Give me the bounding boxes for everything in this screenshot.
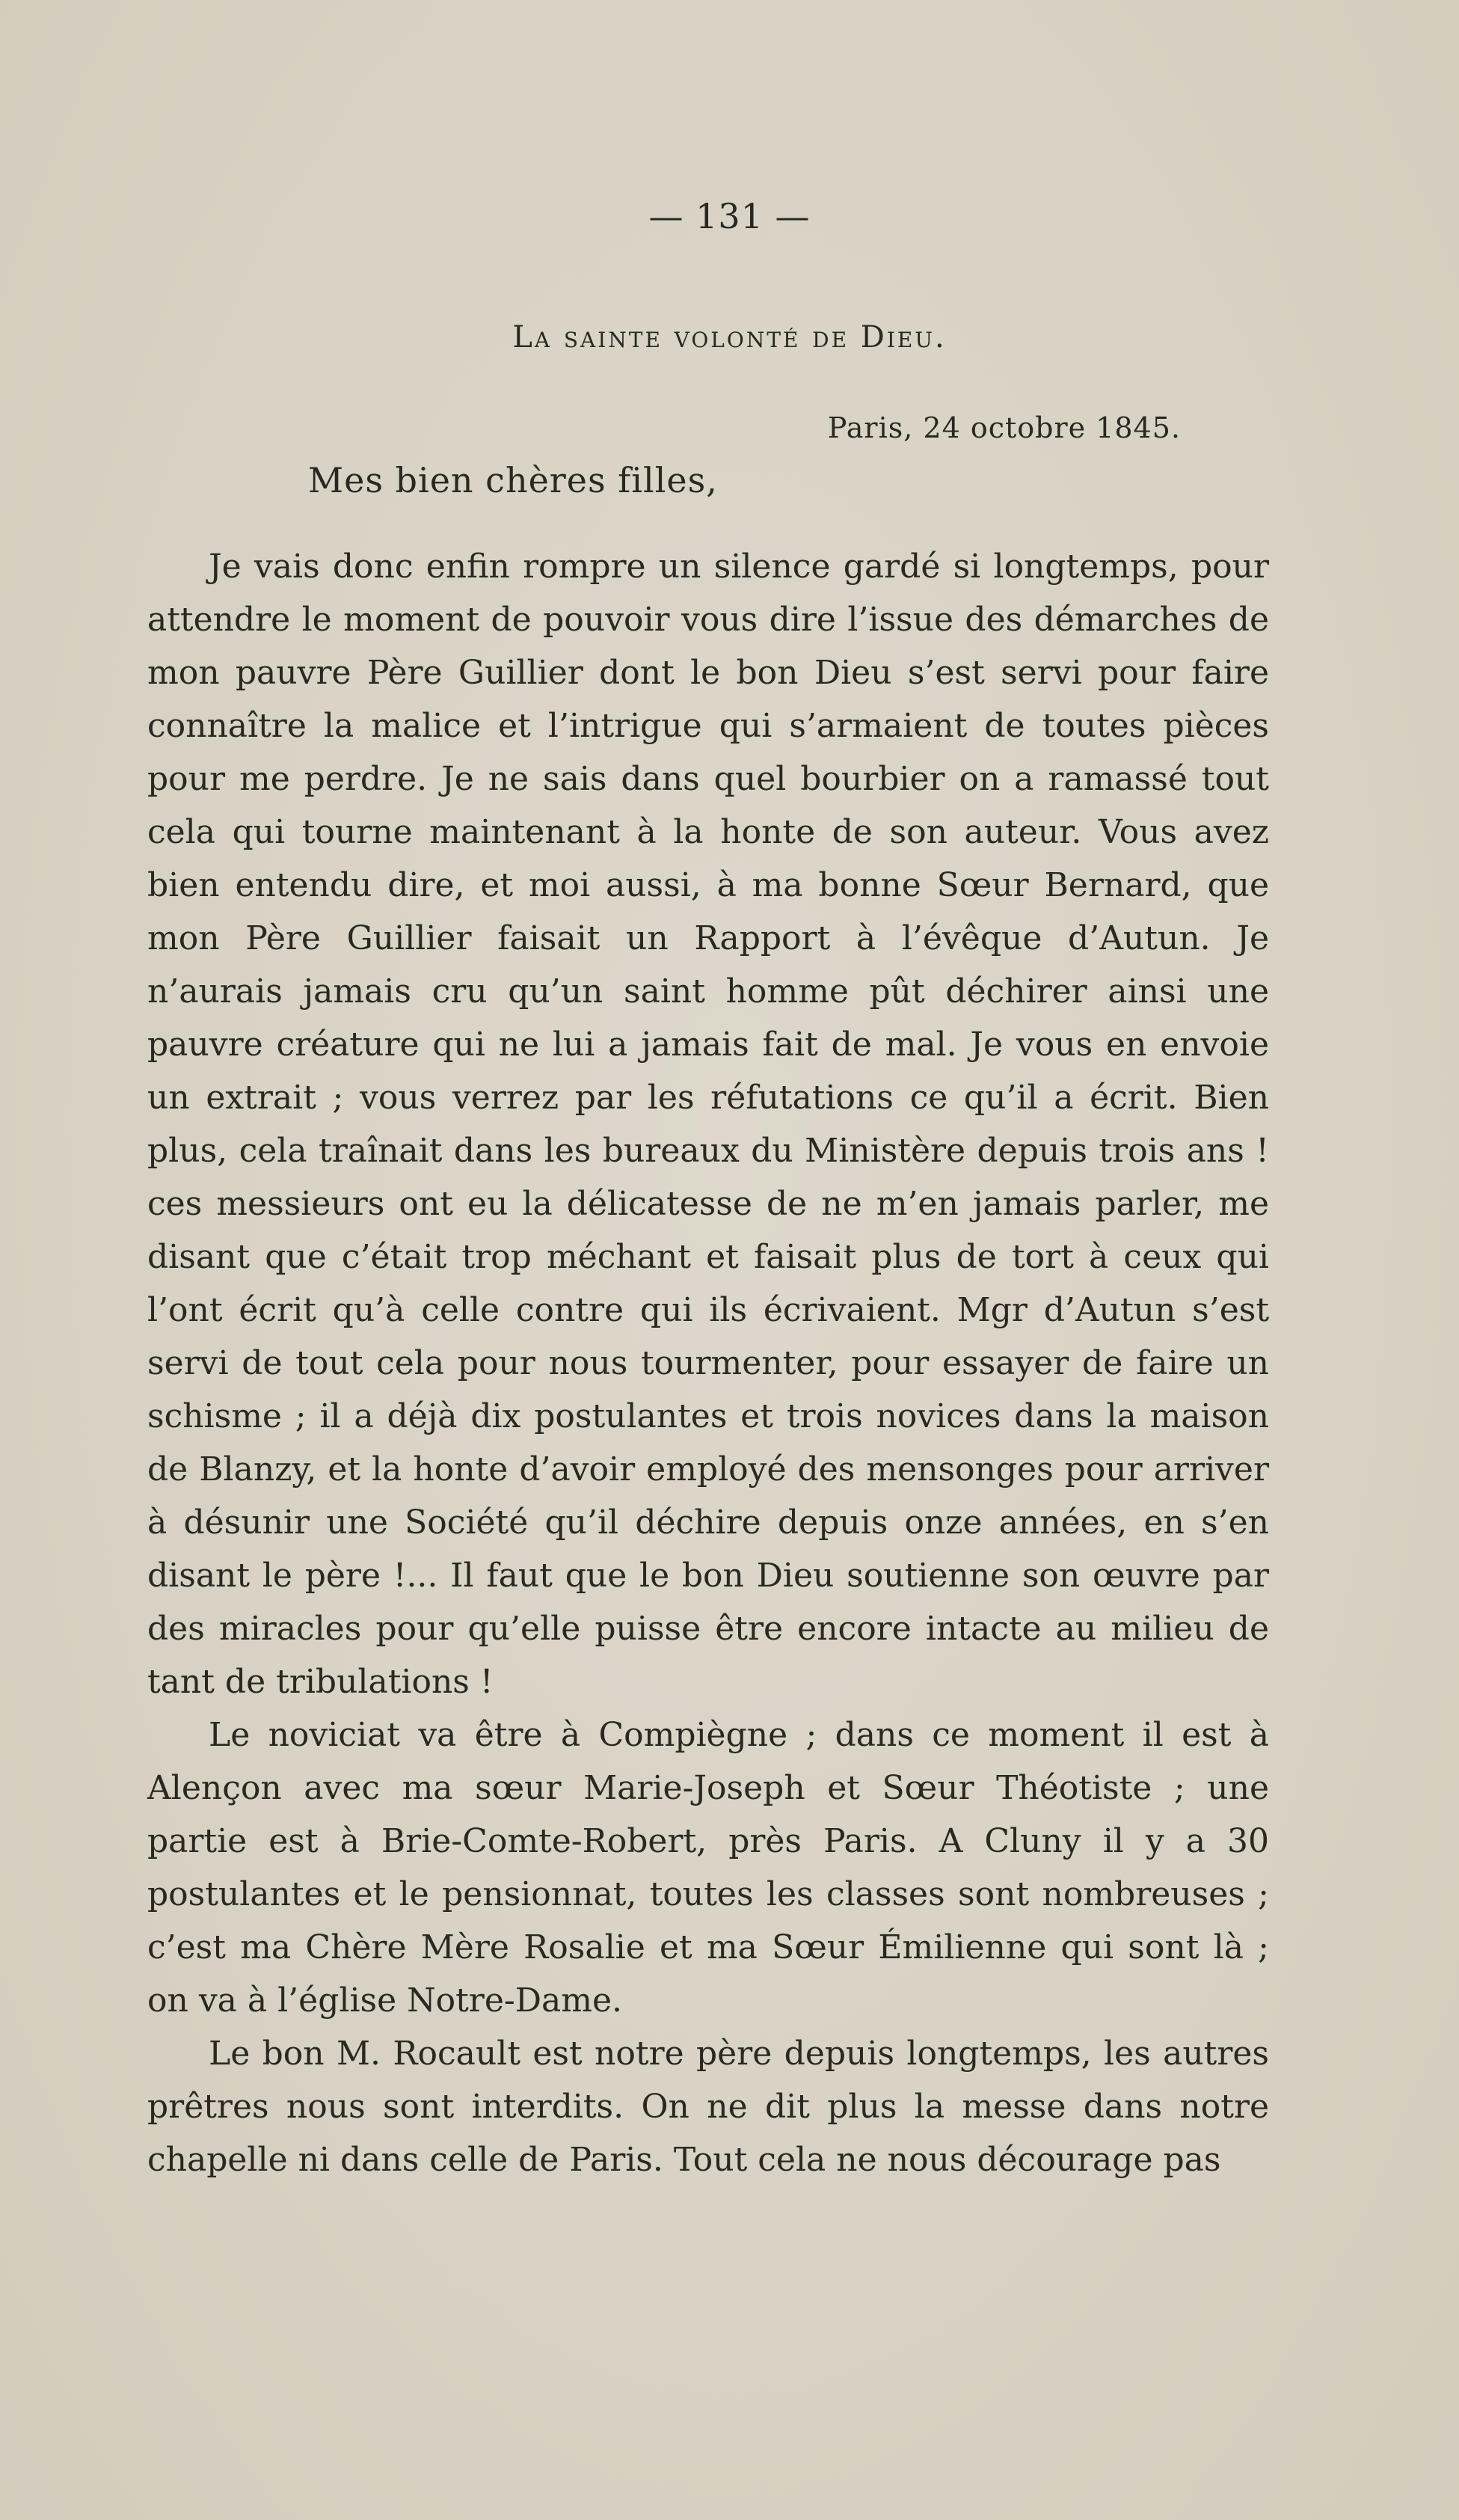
letter-body [147,540,1269,2186]
chapter-title: La sainte volonté de Dieu. [512,320,947,355]
letter-salutation: Mes bien chères filles, [308,460,718,500]
paragraph: Je vais donc enfin rompre un silence gardé si longtemps, pour attendre le moment de pouvoir vous dire l’issue des démarches de mon pauvre Père Guillier dont le bon Dieu s’est servi pour faire connaître la malice et l’intrigue qui s’armaient de toutes pièces pour me perdre. Je ne sais dans quel bourbier on a ramassé tout cela qui tourne maintenant à la honte de son auteur. Vous avez bien entendu dire, et moi aussi, à ma bonne Sœur Bernard, que mon Père Guillier faisait un Rapport à l’évêque d’Autun. Je n’aurais jamais cru qu’un saint homme pût déchirer ainsi une pauvre créature qui ne lui a jamais fait de mal. Je vous en envoie un extrait ; vous verrez par les réfutations ce qu’il a écrit. Bien plus, cela traînait dans les bureaux du Ministère depuis trois ans ! ces messieurs ont eu la délicatesse de ne m’en jamais parler, me disant que c’était trop méchant et faisait plus de tort à ceux qui l’ont écrit qu’à celle contre qui ils écrivaient. Mgr d’Autun s’est servi de tout cela pour nous tourmenter, pour essayer de faire un schisme ; il a déjà dix postulantes et trois novices dans la maison de Blanzy, et la honte d’avoir employé des mensonges pour arriver à désunir une Société qu’il déchire depuis onze années, en s’en disant le père !... Il faut que le bon Dieu soutienne son œuvre par des miracles pour qu’elle puisse être encore intacte au milieu de tant de tribulations ! [147,548,1269,1701]
paragraph: Le bon M. Rocault est notre père depuis longtemps, les autres prêtres nous sont interdits. On ne dit plus la messe dans notre chapelle ni dans celle de Paris. Tout cela ne nous décourage pas [147,2035,1269,2179]
letter-dateline: Paris, 24 octobre 1845. [827,411,1181,444]
page-number: — 131 — [648,196,811,236]
paragraph: Le noviciat va être à Compiègne ; dans ce moment il est à Alençon avec ma sœur Marie-Joseph et Sœur Théotiste ; une partie est à Brie-Comte-Robert, près Paris. A Cluny il y a 30 postulantes et le pensionnat, toutes les classes sont nombreuses ; c’est ma Chère Mère Rosalie et ma Sœur Émilienne qui sont là ; on va à l’église Notre-Dame. [147,1716,1269,2020]
